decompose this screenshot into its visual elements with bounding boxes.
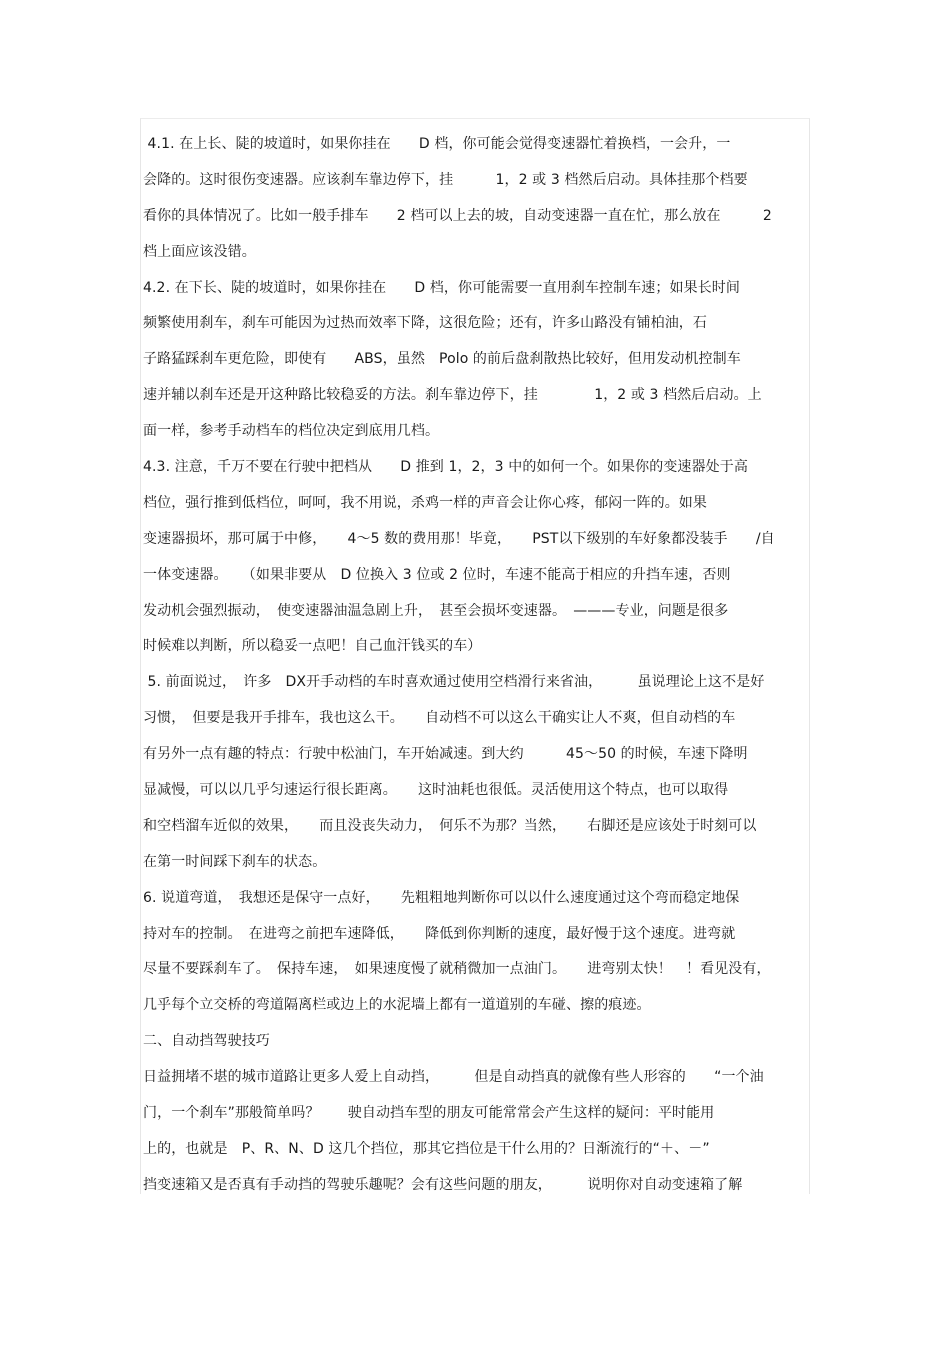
text-line: 档位，强行推到低档位，呵呵，我不用说，杀鸡一样的声音会让你心疼，郁闷一阵的。如果 bbox=[143, 494, 707, 511]
text-line: 变速器损坏，那可属于中修， 4～5 数的费用那！毕竟， PST以下级别的车好象都没装手 /自 bbox=[143, 530, 775, 547]
text-line: 习惯， 但要是我开手排车，我也这么干。 自动档不可以这么干确实让人不爽，但自动档的车 bbox=[143, 710, 736, 727]
section-heading: 二、自动挡驾驶技巧 bbox=[143, 1033, 270, 1050]
text-line: 一体变速器。 （如果非要从 D 位换入 3 位或 2 位时，车速不能高于相应的升挡车速，否则 bbox=[143, 566, 731, 583]
text-line: 几乎每个立交桥的弯道隔离栏或边上的水泥墙上都有一道道别的车碰、擦的痕迹。 bbox=[143, 997, 651, 1014]
text-line: 上的，也就是 P、R、N、D 这几个挡位，那其它挡位是干什么用的？日渐流行的“＋、－” bbox=[143, 1140, 710, 1157]
text-line: 6. 说道弯道， 我想还是保守一点好， 先粗粗地判断你可以以什么速度通过这个弯而稳定地保 bbox=[143, 889, 740, 906]
text-line: 频繁使用刹车，刹车可能因为过热而效率下降，这很危险；还有，许多山路没有铺柏油，石 bbox=[143, 315, 707, 332]
document-body bbox=[143, 127, 813, 1204]
text-line: 会降的。这时很伤变速器。应该刹车靠边停下，挂 1，2 或 3 档然后启动。具体挂那个档要 bbox=[143, 171, 748, 188]
text-line: 5. 前面说过， 许多 DX开手动档的车时喜欢通过使用空档滑行来省油， 虽说理论上这不是好 bbox=[143, 674, 765, 691]
text-line: 速并辅以刹车还是开这种路比较稳妥的方法。刹车靠边停下，挂 1，2 或 3 档然后启动。上 bbox=[143, 387, 762, 404]
text-line: 门，一个刹车”那般简单吗？ 驶自动挡车型的朋友可能常常会产生这样的疑问：平时能用 bbox=[143, 1105, 715, 1122]
text-line: 看你的具体情况了。比如一般手排车 2 档可以上去的坡，自动变速器一直在忙，那么放在 2 bbox=[143, 207, 772, 224]
text-line: 4.2. 在下长、陡的坡道时，如果你挂在 D 档，你可能需要一直用刹车控制车速；如果长时间 bbox=[143, 279, 740, 296]
text-line: 挡变速箱又是否真有手动挡的驾驶乐趣呢？会有这些问题的朋友， 说明你对自动变速箱了解 bbox=[143, 1176, 743, 1193]
text-line: 日益拥堵不堪的城市道路让更多人爱上自动挡， 但是自动挡真的就像有些人形容的 “一个油 bbox=[143, 1069, 764, 1086]
text-line: 发动机会强烈振动， 使变速器油温急剧上升， 甚至会损坏变速器。 ———专业，问题是很多 bbox=[143, 602, 729, 619]
text-line: 显减慢，可以以几乎匀速运行很长距离。 这时油耗也很低。灵活使用这个特点，也可以取得 bbox=[143, 782, 729, 799]
text-line: 4.1. 在上长、陡的坡道时，如果你挂在 D 档，你可能会觉得变速器忙着换档，一会升，一 bbox=[143, 136, 731, 152]
text-line: 面一样，参考手动档车的档位决定到底用几档。 bbox=[143, 423, 440, 440]
text-line: 持对车的控制。 在进弯之前把车速降低， 降低到你判断的速度，最好慢于这个速度。进弯就 bbox=[143, 925, 736, 942]
text-line: 有另外一点有趣的特点：行驶中松油门，车开始减速。到大约 45～50 的时候，车速下降明 bbox=[143, 746, 748, 763]
text-line: 档上面应该没错。 bbox=[143, 243, 256, 260]
text-line: 和空档溜车近似的效果， 而且没丧失动力， 何乐不为那？当然， 右脚还是应该处于时刻可以 bbox=[143, 817, 757, 834]
text-line: 子路猛踩刹车更危险，即使有 ABS，虽然 Polo 的前后盘刹散热比较好，但用发动机控制车 bbox=[143, 351, 741, 368]
text-line: 时候难以判断，所以稳妥一点吧！自己血汗钱买的车） bbox=[143, 638, 482, 655]
text-line: 尽量不要踩刹车了。 保持车速， 如果速度慢了就稍微加一点油门。 进弯别太快！ ！看见没有， bbox=[143, 961, 771, 978]
text-line: 4.3. 注意，千万不要在行驶中把档从 D 推到 1，2，3 中的如何一个。如果你的变速器处于高 bbox=[143, 459, 748, 476]
text-line: 在第一时间踩下刹车的状态。 bbox=[143, 853, 327, 870]
